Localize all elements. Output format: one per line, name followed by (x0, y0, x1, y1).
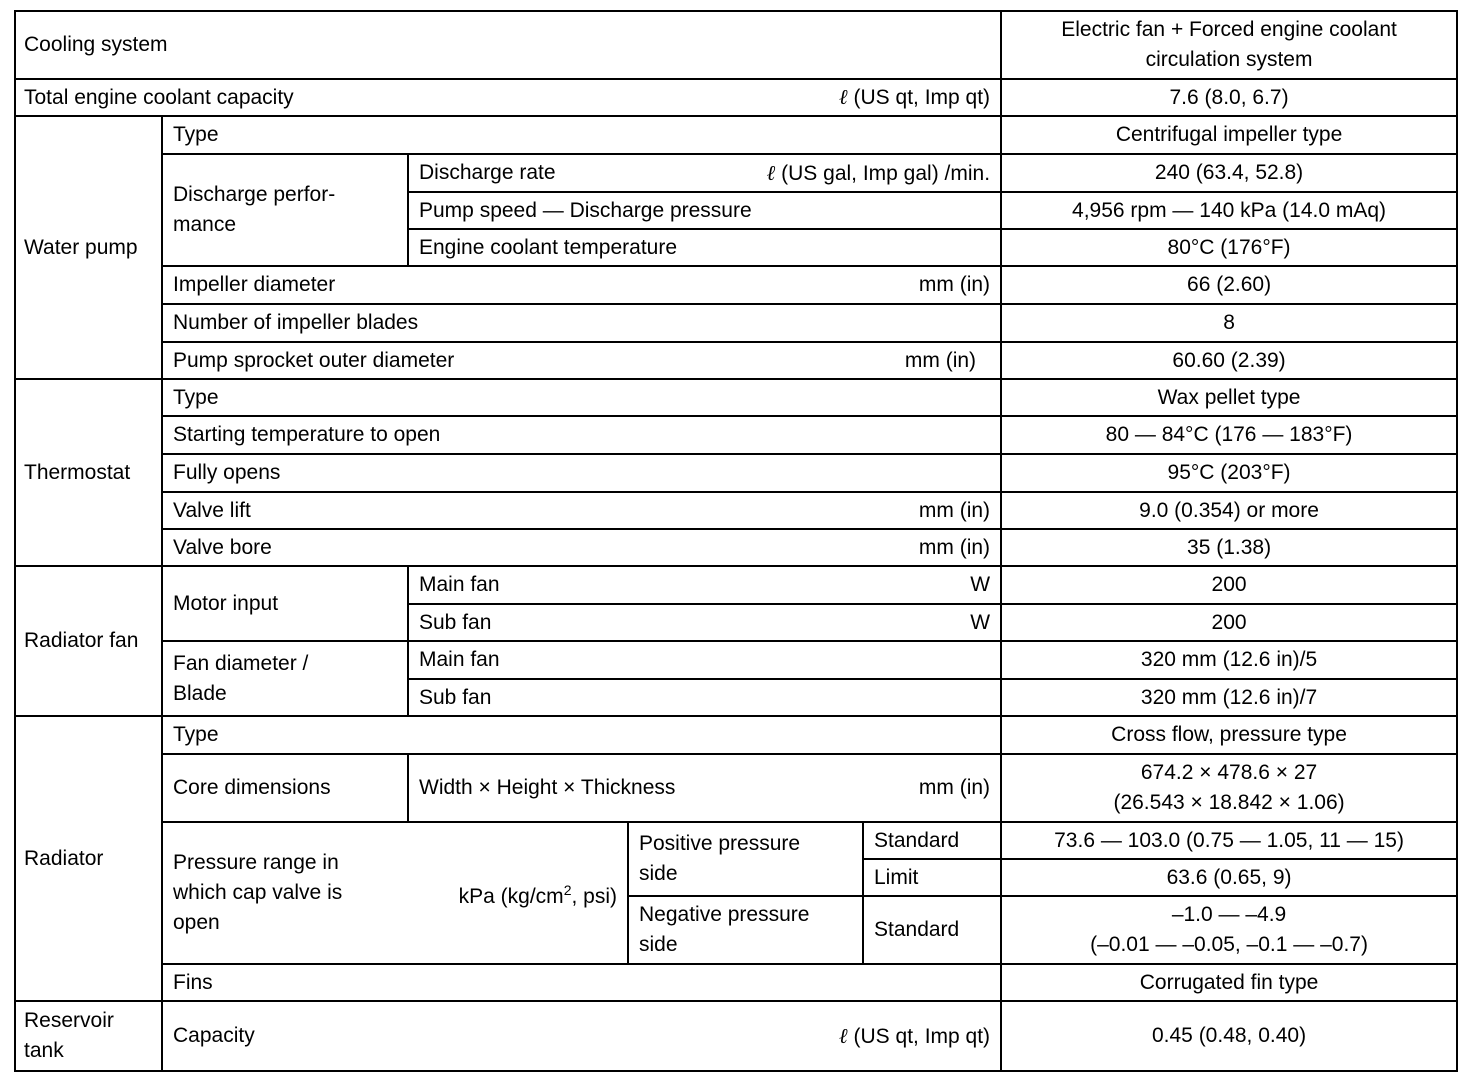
positive-limit-value: 63.6 (0.65, 9) (1001, 859, 1457, 896)
row-thermostat-type (15, 379, 1457, 416)
pressure-range-label (173, 848, 342, 938)
row-reservoir (15, 1001, 1457, 1071)
fan-diameter-sub-label: Sub fan (408, 679, 1001, 716)
discharge-performance-line1: Discharge perfor- (173, 183, 336, 206)
coolant-temp-value: 80°C (176°F) (1001, 229, 1457, 266)
liter-symbol: ℓ (766, 160, 776, 185)
fan-diameter-main-label: Main fan (408, 641, 1001, 679)
total-coolant-unit (839, 82, 990, 113)
row-water-pump-type (15, 116, 1457, 154)
valve-lift-unit: mm (in) (918, 498, 991, 522)
impeller-diameter-value: 66 (2.60) (1001, 266, 1457, 304)
impeller-diameter-unit: mm (in) (918, 273, 991, 296)
core-dimensions-cell (408, 754, 1001, 822)
core-dimensions-sub-label: Width × Height × Thickness (419, 776, 676, 799)
core-dimensions-value-line2: (26.543 × 18.842 × 1.06) (1113, 791, 1345, 814)
row-start-open (15, 416, 1457, 454)
fully-opens-value: 95°C (203°F) (1001, 454, 1457, 492)
pressure-range-line1: Pressure range in (173, 851, 339, 874)
total-coolant-label: Total engine coolant capacity (24, 85, 294, 109)
motor-sub-fan-label: Sub fan (419, 610, 492, 634)
negative-standard-label: Standard (863, 896, 1001, 964)
pressure-unit-a: kPa (kg/cm (458, 884, 564, 908)
discharge-rate-label: Discharge rate (419, 161, 556, 184)
reservoir-capacity-label: Capacity (173, 1024, 255, 1047)
core-dimensions-unit: mm (in) (918, 776, 991, 799)
reservoir-group-line2: tank (24, 1039, 64, 1062)
impeller-diameter-label: Impeller diameter (173, 273, 336, 296)
water-pump-group-label: Water pump (15, 116, 162, 379)
fully-opens-label: Fully opens (162, 454, 1001, 492)
row-discharge-rate (15, 154, 1457, 192)
core-dimensions-label: Core dimensions (162, 754, 408, 822)
reservoir-capacity-value: 0.45 (0.48, 0.40) (1001, 1001, 1457, 1071)
row-cooling-system (15, 11, 1457, 79)
positive-pressure-line1: Positive pressure (639, 832, 801, 855)
radiator-type-value: Cross flow, pressure type (1001, 716, 1457, 754)
sprocket-diameter-value: 60.60 (2.39) (1001, 342, 1457, 379)
row-total-coolant (15, 79, 1457, 116)
sprocket-diameter-unit: mm (in) (904, 348, 977, 372)
row-fully-opens (15, 454, 1457, 492)
discharge-rate-unit-text: (US gal, Imp gal) /min. (781, 161, 991, 185)
row-valve-lift (15, 492, 1457, 529)
pressure-range-line2: which cap valve is (173, 881, 343, 904)
pump-speed-value: 4,956 rpm — 140 kPa (14.0 mAq) (1001, 192, 1457, 229)
valve-lift-label: Valve lift (173, 498, 251, 522)
fan-diameter-main-value: 320 mm (12.6 in)/5 (1001, 641, 1457, 679)
cooling-system-value (1001, 11, 1457, 79)
positive-limit-label: Limit (863, 859, 1001, 896)
pressure-range-cell (162, 822, 628, 964)
sprocket-diameter-cell (162, 342, 1001, 379)
motor-main-fan-unit: W (970, 573, 991, 596)
positive-standard-label: Standard (863, 822, 1001, 859)
thermostat-type-label: Type (162, 379, 1001, 416)
core-dimensions-value-line1: 674.2 × 478.6 × 27 (1140, 761, 1318, 784)
fan-diameter-line2: Blade (173, 681, 227, 705)
row-positive-standard (15, 822, 1457, 859)
motor-main-fan-cell (408, 566, 1001, 604)
reservoir-group-line1: Reservoir (24, 1009, 114, 1032)
total-coolant-cell (15, 79, 1001, 116)
pressure-unit (459, 875, 617, 912)
row-radiator-type (15, 716, 1457, 754)
fins-label: Fins (162, 964, 1001, 1001)
valve-lift-value: 9.0 (0.354) or more (1001, 492, 1457, 529)
motor-sub-fan-unit: W (970, 610, 991, 634)
reservoir-capacity-cell (162, 1001, 1001, 1071)
impeller-blades-label: Number of impeller blades (162, 304, 1001, 342)
reservoir-capacity-unit (839, 1021, 990, 1052)
negative-standard-value (1001, 896, 1457, 964)
discharge-performance-line2: mance (173, 213, 237, 236)
cooling-system-value-line1: Electric fan + Forced engine coolant (1061, 18, 1397, 41)
valve-bore-label: Valve bore (173, 535, 272, 559)
row-fan-diameter-main (15, 641, 1457, 679)
negative-pressure-line1: Negative pressure (639, 903, 810, 926)
row-fins (15, 964, 1457, 1001)
cooling-system-label: Cooling system (15, 11, 1001, 79)
motor-sub-fan-cell (408, 604, 1001, 641)
row-impeller-blades (15, 304, 1457, 342)
pump-speed-label: Pump speed — Discharge pressure (408, 192, 1001, 229)
row-core-dimensions (15, 754, 1457, 822)
positive-pressure-line2: side (639, 862, 678, 885)
positive-pressure-label (628, 822, 863, 896)
fan-diameter-label (162, 641, 408, 716)
negative-value-line2: (–0.01 — –0.05, –0.1 — –0.7) (1090, 933, 1368, 956)
discharge-rate-unit (767, 158, 991, 189)
valve-bore-unit: mm (in) (918, 535, 991, 559)
valve-bore-cell (162, 529, 1001, 566)
row-valve-bore (15, 529, 1457, 566)
water-pump-type-value: Centrifugal impeller type (1001, 116, 1457, 154)
motor-input-label: Motor input (162, 566, 408, 641)
liter-symbol: ℓ (838, 85, 848, 109)
row-sprocket-diameter (15, 342, 1457, 379)
thermostat-group-label: Thermostat (15, 379, 162, 566)
negative-pressure-label (628, 896, 863, 964)
pressure-range-line3: open (173, 911, 220, 934)
total-coolant-value: 7.6 (8.0, 6.7) (1001, 79, 1457, 116)
core-dimensions-value (1001, 754, 1457, 822)
start-open-value: 80 — 84°C (176 — 183°F) (1001, 416, 1457, 454)
cooling-system-value-line2: circulation system (1145, 48, 1313, 71)
water-pump-type-label: Type (162, 116, 1001, 154)
row-impeller-diameter (15, 266, 1457, 304)
cooling-system-spec-table (14, 10, 1458, 1072)
fan-diameter-line1: Fan diameter / (173, 651, 309, 675)
reservoir-group-label (15, 1001, 162, 1071)
motor-main-fan-value: 200 (1001, 566, 1457, 604)
pressure-unit-sup: 2 (563, 881, 572, 898)
discharge-rate-cell (408, 154, 1001, 192)
valve-bore-value: 35 (1.38) (1001, 529, 1457, 566)
motor-sub-fan-value: 200 (1001, 604, 1457, 641)
coolant-temp-label: Engine coolant temperature (408, 229, 1001, 266)
negative-value-line1: –1.0 — –4.9 (1171, 903, 1287, 926)
positive-standard-value: 73.6 — 103.0 (0.75 — 1.05, 11 — 15) (1001, 822, 1457, 859)
reservoir-capacity-unit-text: (US qt, Imp qt) (853, 1024, 991, 1048)
motor-main-fan-label: Main fan (419, 573, 500, 596)
discharge-rate-value: 240 (63.4, 52.8) (1001, 154, 1457, 192)
valve-lift-cell (162, 492, 1001, 529)
liter-symbol: ℓ (838, 1023, 848, 1048)
thermostat-type-value: Wax pellet type (1001, 379, 1457, 416)
radiator-group-label: Radiator (15, 716, 162, 1001)
pressure-unit-b: , psi) (571, 884, 617, 908)
fan-diameter-sub-value: 320 mm (12.6 in)/7 (1001, 679, 1457, 716)
total-coolant-unit-text: (US qt, Imp qt) (853, 86, 991, 109)
start-open-label: Starting temperature to open (162, 416, 1001, 454)
impeller-diameter-cell (162, 266, 1001, 304)
row-motor-main (15, 566, 1457, 604)
sprocket-diameter-label: Pump sprocket outer diameter (173, 348, 455, 372)
impeller-blades-value: 8 (1001, 304, 1457, 342)
discharge-performance-label (162, 154, 408, 266)
radiator-type-label: Type (162, 716, 1001, 754)
negative-pressure-line2: side (639, 933, 678, 956)
radiator-fan-group-label: Radiator fan (15, 566, 162, 716)
fins-value: Corrugated fin type (1001, 964, 1457, 1001)
